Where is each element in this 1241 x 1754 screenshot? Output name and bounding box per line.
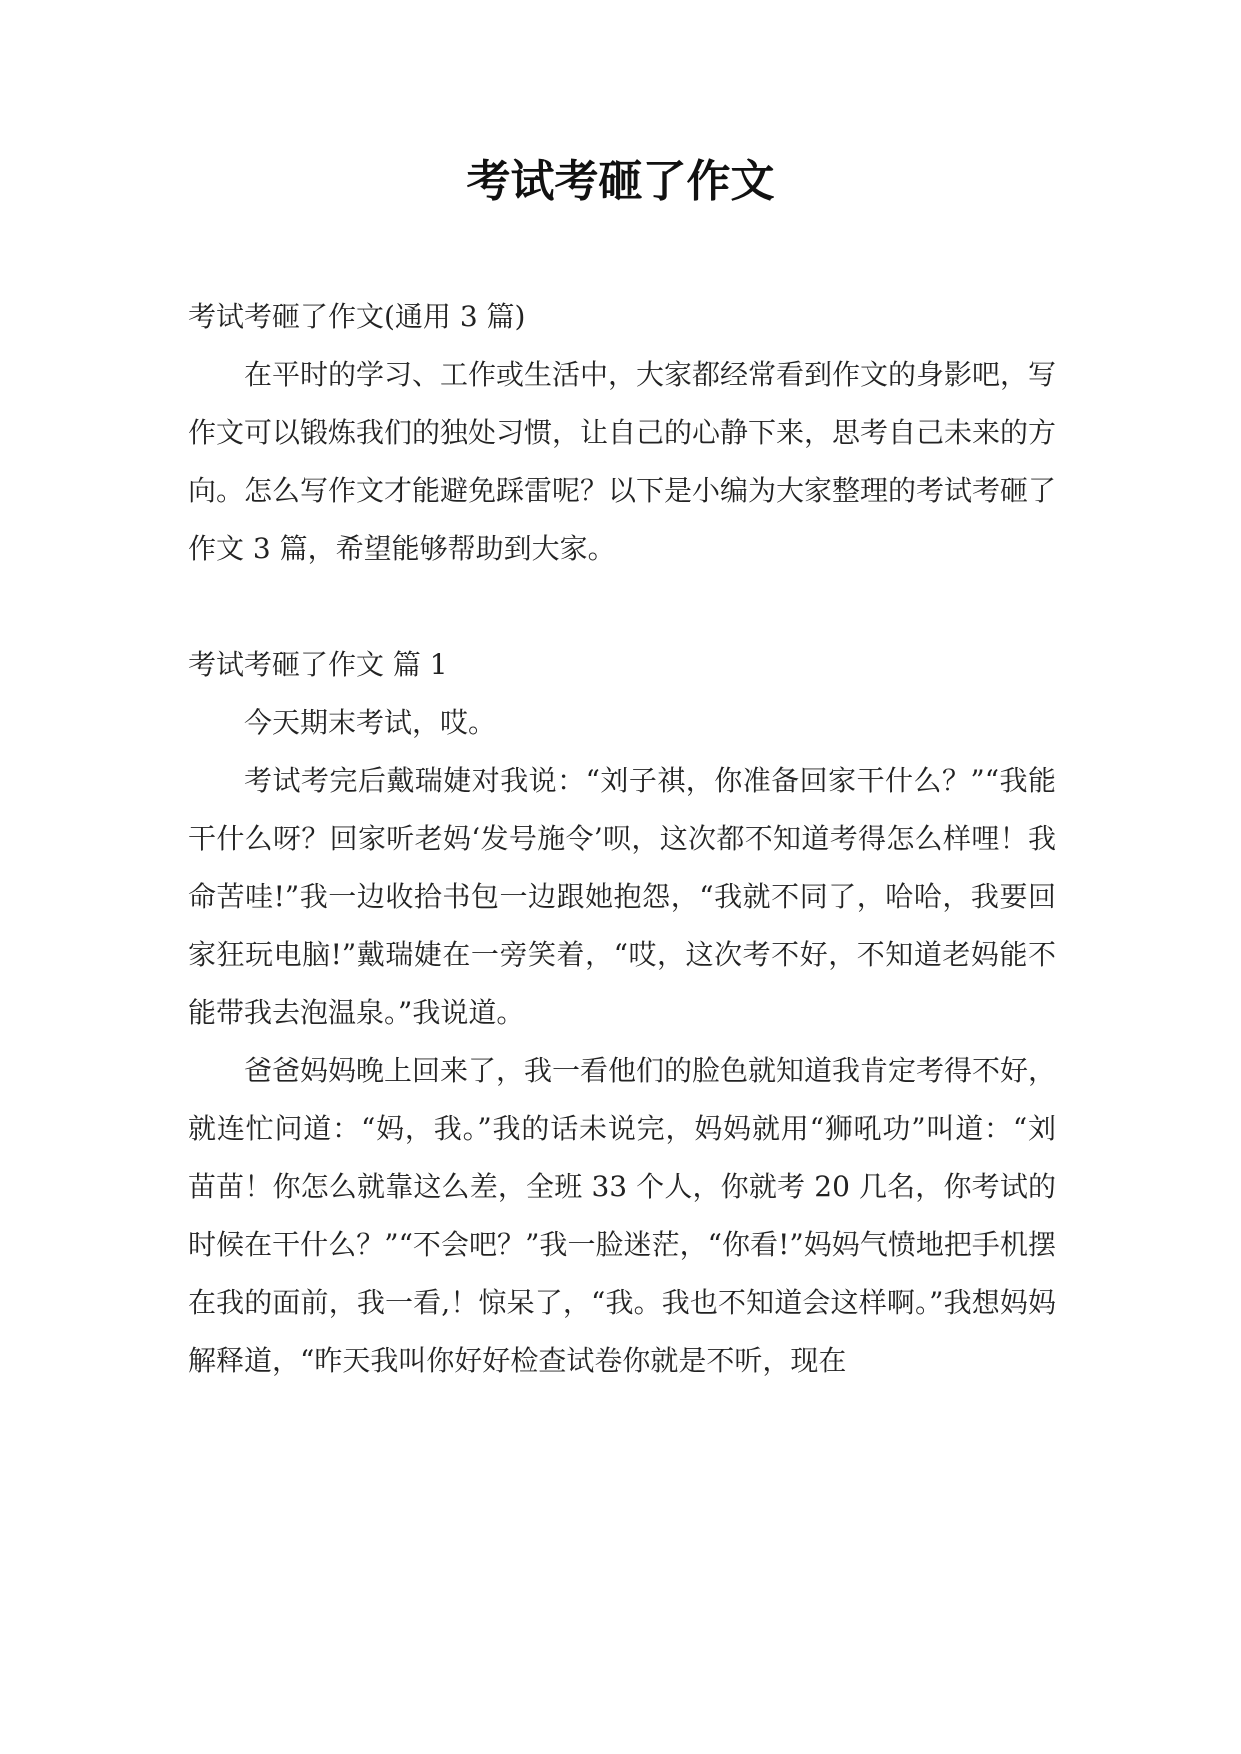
document-body [188,288,1056,1390]
section-spacer [188,578,1056,636]
section-heading: 考试考砸了作文 篇 1 [188,648,448,681]
body-paragraph: 爸爸妈妈晚上回来了，我一看他们的脸色就知道我肯定考得不好，就连忙问道：“妈，我。”我的话未说完，妈妈就用“狮吼功”叫道：“刘苗苗！你怎么就靠这么差，全班 33 个人，你就考 20 几名，你考试的时候在干什么？”“不会吧？”我一脸迷茫，“你看!”妈妈气愤地把手机摆在我的面前，我一看,！惊呆了，“我。我也不知道会这样啊。”我想妈妈解释道，“昨天我叫你好好检查试卷你就是不听，现在 [188,1054,1057,1377]
document-title: 考试考砸了作文 [466,156,775,207]
intro-paragraph: 在平时的学习、工作或生活中，大家都经常看到作文的身影吧，写作文可以锻炼我们的独处习惯，让自己的心静下来，思考自己未来的方向。怎么写作文才能避免踩雷呢？以下是小编为大家整理的考试考砸了作文 3 篇，希望能够帮助到大家。 [188,358,1057,565]
body-paragraph: 今天期末考试，哎。 [244,706,497,739]
document-subtitle: 考试考砸了作文(通用 3 篇) [188,300,526,333]
body-paragraph: 考试考完后戴瑞婕对我说：“刘子祺，你准备回家干什么？”“我能干什么呀？回家听老妈‘发号施令’呗，这次都不知道考得怎么样哩！我命苦哇!”我一边收拾书包一边跟她抱怨，“我就不同了，哈哈，我要回家狂玩电脑!”戴瑞婕在一旁笑着，“哎，这次考不好，不知道老妈能不能带我去泡温泉。”我说道。 [188,764,1056,1029]
